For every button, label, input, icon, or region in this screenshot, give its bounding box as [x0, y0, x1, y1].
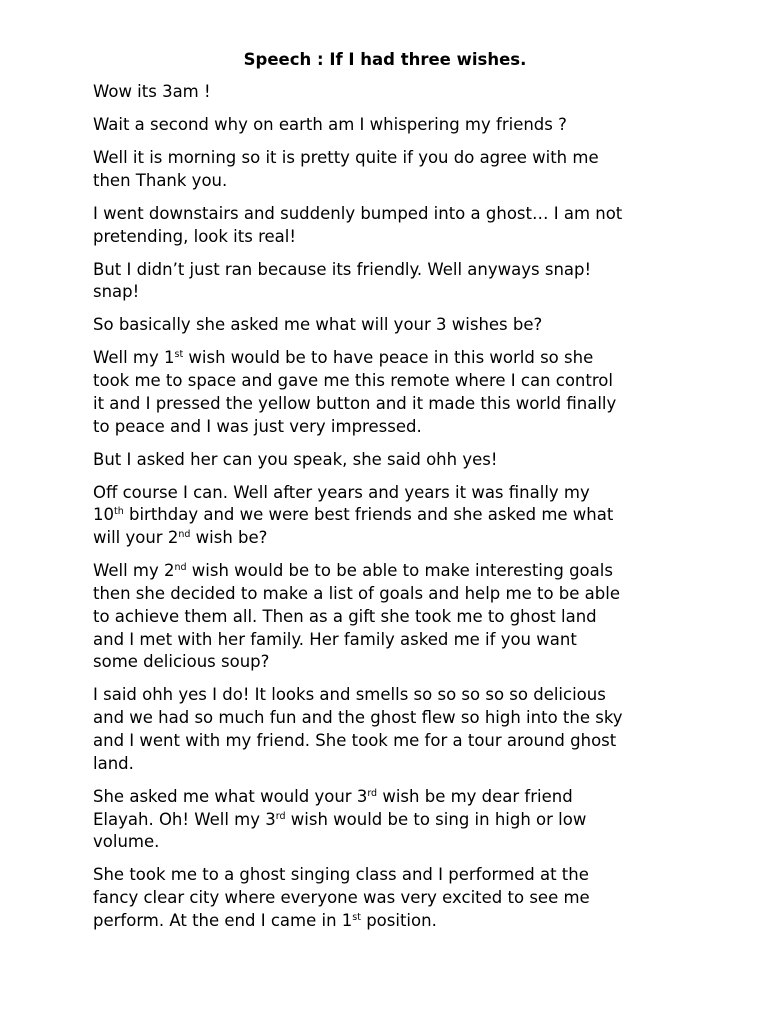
text-segment: birthday and we were best friends and she asked me what	[123, 505, 614, 525]
text-segment: wish would be to sing in high or low	[285, 809, 587, 829]
paragraph	[93, 203, 683, 249]
text-line	[93, 684, 683, 707]
text-line	[93, 864, 683, 887]
text-segment: took me to space and gave me this remote where I can control	[93, 371, 613, 391]
speech-body	[93, 81, 683, 933]
paragraph	[93, 81, 683, 104]
text-segment: Wow its 3am !	[93, 82, 211, 101]
text-segment: Elayah. Oh! Well my 3	[93, 809, 276, 829]
paragraph	[93, 684, 683, 775]
text-line	[93, 504, 683, 527]
text-segment: She asked me what would your 3	[93, 786, 368, 806]
text-segment: But I didn’t just ran because its friendly. Well anyways snap!	[93, 259, 592, 279]
text-line	[93, 753, 683, 776]
ordinal-suffix: rd	[275, 810, 286, 822]
text-segment: I went downstairs and suddenly bumped into a ghost… I am not	[93, 203, 623, 223]
ordinal-suffix: nd	[174, 562, 187, 574]
text-segment: and I went with my friend. She took me for a tour around ghost	[93, 731, 617, 750]
text-segment: But I asked her can you speak, she said ohh yes!	[93, 449, 498, 469]
text-line	[93, 482, 683, 505]
text-segment: then she decided to make a list of goals and help me to be able	[93, 584, 620, 604]
text-segment: I said ohh yes I do! It looks and smells so so so so so delicious	[93, 685, 606, 705]
text-segment: Well my 1	[93, 348, 175, 368]
text-line	[93, 393, 683, 416]
paragraph	[93, 347, 683, 438]
text-line	[93, 347, 683, 370]
text-line	[93, 730, 683, 753]
text-segment: volume.	[93, 832, 160, 852]
text-line	[93, 629, 683, 652]
text-line	[93, 147, 683, 170]
paragraph	[93, 560, 683, 674]
speech-title: Speech : If I had three wishes.	[243, 50, 527, 69]
paragraph	[93, 786, 683, 854]
ordinal-suffix: th	[114, 506, 124, 518]
text-segment: to peace and I was just very impressed.	[93, 416, 422, 436]
text-line	[93, 651, 683, 674]
text-segment: She took me to a ghost singing class and I performed at the	[93, 865, 589, 885]
text-line	[93, 281, 683, 304]
text-segment: and I met with her family. Her family asked me if you want	[93, 629, 577, 649]
text-segment: position.	[360, 910, 437, 930]
text-segment: will your 2	[93, 528, 179, 548]
text-line	[93, 170, 683, 193]
paragraph	[93, 114, 683, 137]
text-segment: Off course I can. Well after years and years it was finally my	[93, 482, 590, 502]
text-segment: Wait a second why on earth am I whispering my friends ?	[93, 114, 567, 134]
text-segment: 10	[93, 505, 114, 525]
text-line	[93, 527, 683, 550]
text-segment: pretending, look its real!	[93, 226, 296, 246]
text-segment: land.	[93, 753, 134, 773]
text-line	[93, 449, 683, 472]
text-line	[93, 606, 683, 629]
text-line	[93, 203, 683, 226]
text-line	[93, 259, 683, 282]
ordinal-suffix: nd	[178, 529, 191, 541]
text-segment: perform. At the end I came in 1	[93, 910, 353, 930]
text-line	[93, 707, 683, 730]
text-line	[93, 560, 683, 583]
text-segment: and we had so much fun and the ghost flew so high into the sky	[93, 708, 623, 728]
text-line	[93, 226, 683, 249]
text-segment: wish be my dear friend	[377, 786, 573, 806]
paragraph	[93, 864, 683, 932]
text-segment: some delicious soup?	[93, 652, 270, 672]
text-segment: then Thank you.	[93, 170, 228, 190]
ordinal-suffix: st	[352, 912, 361, 924]
text-segment: to achieve them all. Then as a gift she took me to ghost land	[93, 606, 597, 626]
text-line	[93, 416, 683, 439]
text-line	[93, 887, 683, 910]
text-segment: it and I pressed the yellow button and it made this world finally	[93, 393, 617, 413]
text-line	[93, 831, 683, 854]
paragraph	[93, 482, 683, 550]
text-segment: fancy clear city where everyone was very excited to see me	[93, 888, 590, 908]
paragraph	[93, 147, 683, 193]
paragraph	[93, 314, 683, 337]
text-segment: wish be?	[190, 528, 268, 548]
text-line	[93, 314, 683, 337]
text-line	[93, 910, 683, 933]
paragraph	[93, 449, 683, 472]
text-line	[93, 583, 683, 606]
text-segment: So basically she asked me what will your 3 wishes be?	[93, 315, 543, 335]
ordinal-suffix: rd	[367, 787, 378, 799]
text-line	[93, 809, 683, 832]
paragraph	[93, 259, 683, 305]
text-segment: Well it is morning so it is pretty quite if you do agree with me	[93, 147, 599, 167]
text-segment: snap!	[93, 282, 140, 302]
text-segment: wish would be to have peace in this world so she	[183, 348, 594, 368]
text-segment: wish would be to be able to make interesting goals	[186, 561, 613, 581]
text-line	[93, 786, 683, 809]
ordinal-suffix: st	[174, 349, 184, 361]
document-page	[93, 49, 683, 943]
text-line	[93, 370, 683, 393]
text-segment: Well my 2	[93, 561, 175, 581]
text-line	[93, 81, 683, 104]
text-line	[93, 114, 683, 137]
